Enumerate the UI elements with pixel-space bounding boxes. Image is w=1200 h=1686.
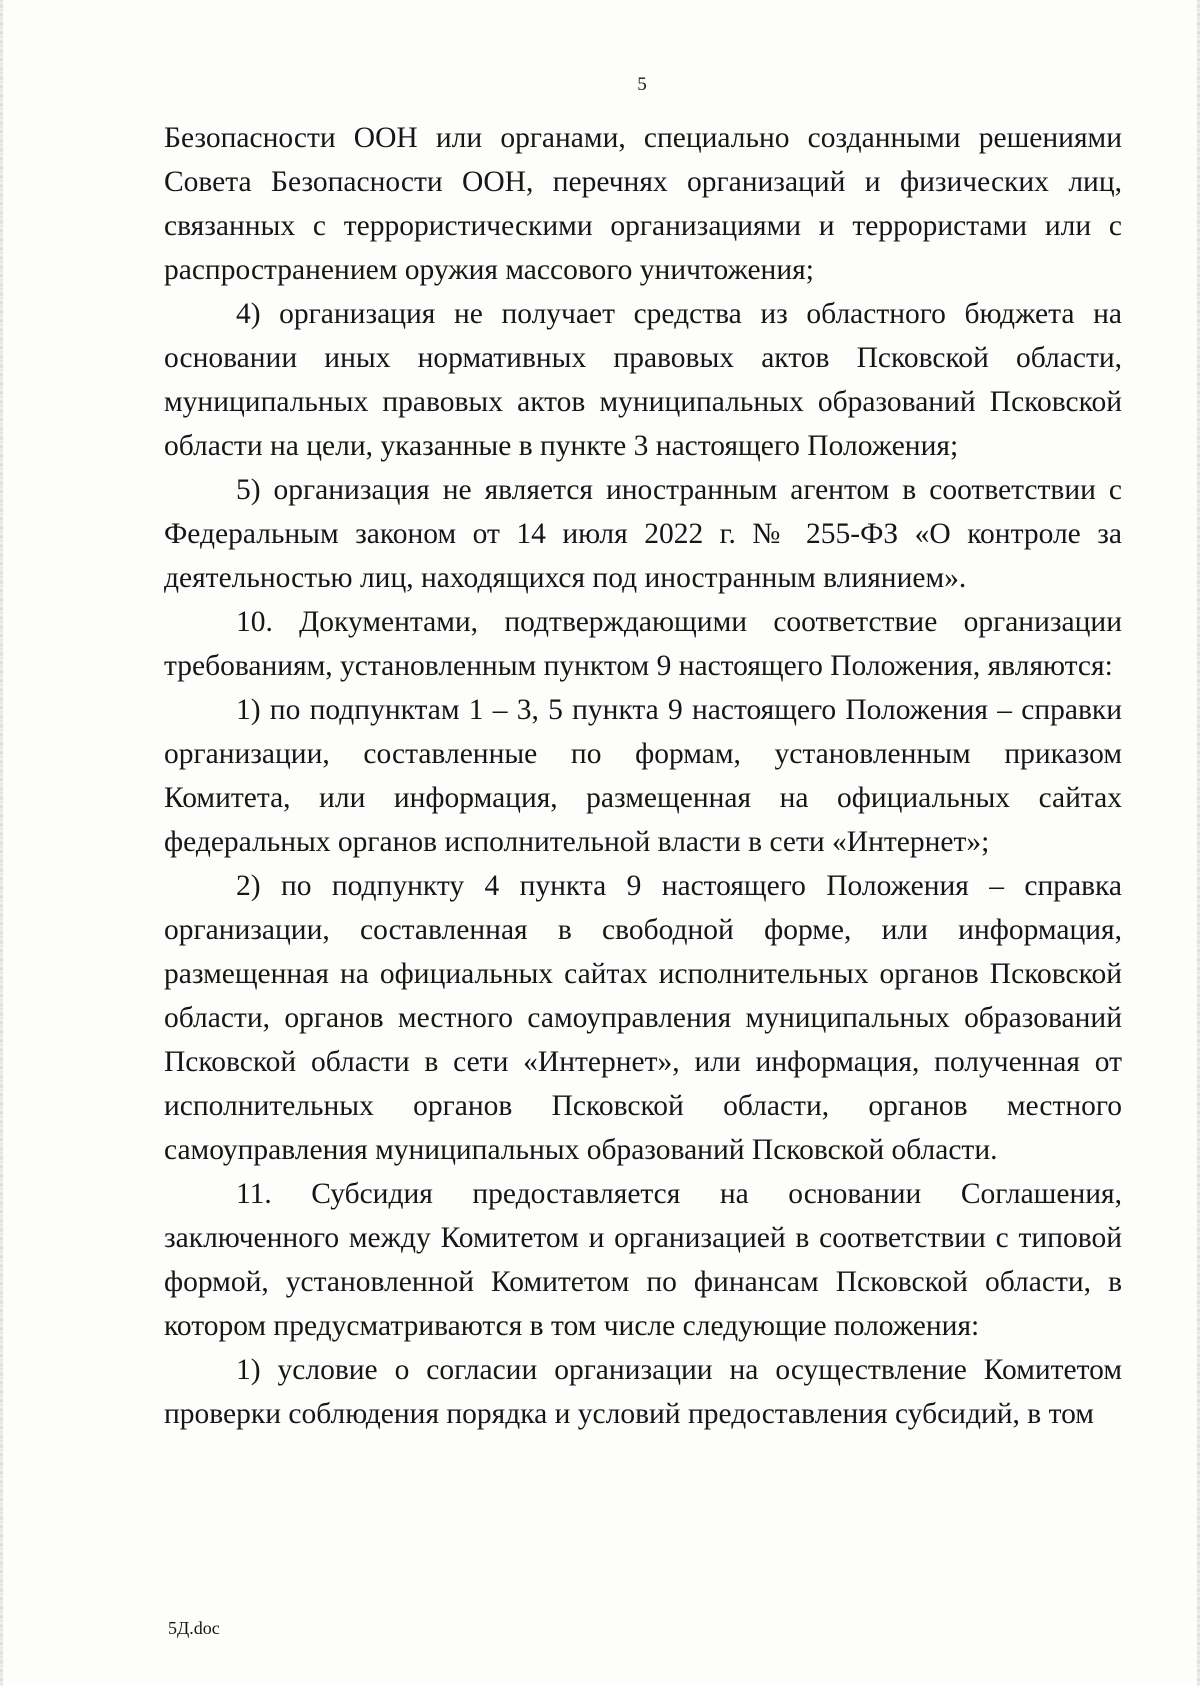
page-number: 5 (637, 74, 647, 95)
paragraph-continuation: Безопасности ООН или органами, специально созданными решениями Совета Безопасности ООН, перечнях организаций и физических лиц, связанных с террористическими организациями и террористами или с распространением оружия массового уничтожения; (164, 122, 1122, 286)
paragraph-point-11-item-1: 1) условие о согласии организации на осуществление Комитетом проверки соблюдения порядка и условий предоставления субсидий, в том (164, 1354, 1122, 1430)
paragraph-point-10-item-2: 2) по подпункту 4 пункта 9 настоящего Положения – справка организации, составленная в свободной форме, или информация, размещенная на официальных сайтах исполнительных органов Псковской области, органов местного самоуправления муниципальных образований Псковской области в сети «Интернет», или информация, полученная от исполнительных органов Псковской области, органов местного самоуправления муниципальных образований Псковской области. (164, 870, 1122, 1166)
scan-edge-left (0, 0, 3, 1686)
document-body (164, 116, 1122, 1436)
paragraph-item-4: 4) организация не получает средства из областного бюджета на основании иных нормативных правовых актов Псковской области, муниципальных правовых актов муниципальных образований Псковской области на цели, указанные в пункте 3 настоящего Положения; (164, 298, 1122, 462)
paragraph-point-10: 10. Документами, подтверждающими соответствие организации требованиям, установленным пунктом 9 настоящего Положения, являются: (164, 606, 1122, 682)
paragraph-point-11: 11. Субсидия предоставляется на основании Соглашения, заключенного между Комитетом и организацией в соответствии с типовой формой, установленной Комитетом по финансам Псковской области, в котором предусматриваются в том числе следующие положения: (164, 1178, 1122, 1342)
paragraph-point-10-item-1: 1) по подпунктам 1 – 3, 5 пункта 9 настоящего Положения – справки организации, составленные по формам, установленным приказом Комитета, или информация, размещенная на официальных сайтах федеральных органов исполнительной власти в сети «Интернет»; (164, 694, 1122, 858)
footer-filename: 5Д.doc (168, 1618, 220, 1638)
paragraph-item-5: 5) организация не является иностранным агентом в соответствии с Федеральным законом от 14 июля 2022 г. № 255-ФЗ «О контроле за деятельностью лиц, находящихся под иностранным влиянием». (164, 474, 1122, 594)
